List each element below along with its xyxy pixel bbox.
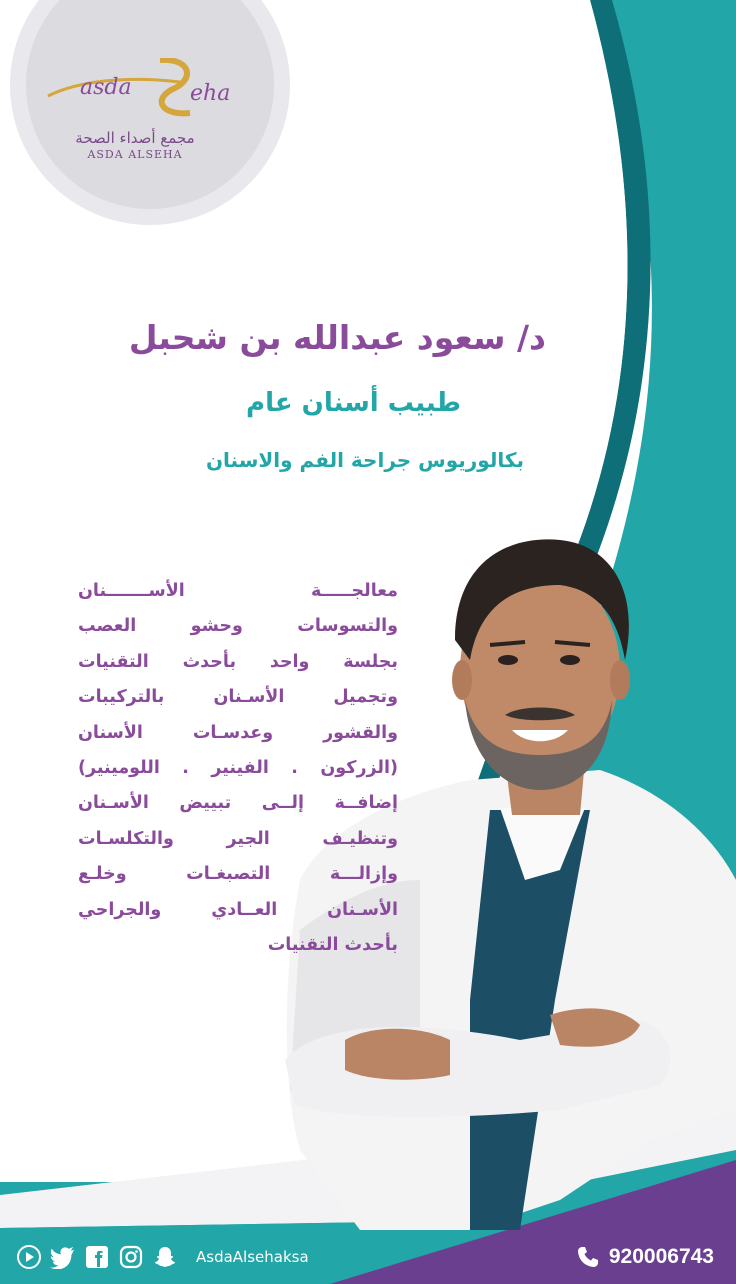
service-line: الأسـنان العــادي والجراحي — [78, 899, 398, 920]
doctor-name: د/ سعود عبدالله بن شحبل — [128, 318, 546, 357]
service-line: والتسوسات وحشو العصب — [78, 616, 398, 637]
twitter-icon[interactable] — [50, 1244, 76, 1270]
facebook-icon[interactable] — [84, 1244, 110, 1270]
brand-english-name: ASDA ALSEHA — [87, 148, 183, 161]
svg-text:eha: eha — [190, 81, 231, 106]
doctor-title: طبيب أسنان عام — [246, 388, 461, 418]
service-line: معالجـــــة الأســـــــنان — [78, 581, 398, 601]
snapchat-icon[interactable] — [152, 1244, 178, 1270]
service-line: وتنظيـف الجير والتكلسـات — [78, 828, 398, 849]
service-line: وتجميل الأسـنان بالتركيبات — [78, 687, 398, 708]
service-line: بأحدث التقنيات — [267, 935, 398, 956]
social-links — [16, 1240, 309, 1274]
youtube-icon[interactable] — [16, 1244, 42, 1270]
phone-icon — [575, 1244, 601, 1270]
instagram-icon[interactable] — [118, 1244, 144, 1270]
doctor-degree: بكالوريوس جراحة الفم والاسنان — [205, 448, 524, 472]
phone-contact[interactable] — [575, 1240, 714, 1274]
service-line: بجلسة واحد بأحدث التقنيات — [78, 651, 398, 672]
social-handle: AsdaAlsehaksa — [196, 1248, 309, 1266]
service-line: وإزالـــة التصبغـات وخلـع — [78, 864, 398, 885]
svg-text:asda: asda — [80, 75, 132, 100]
brand-arabic-name: مجمع أصداء الصحة — [75, 129, 195, 147]
phone-number: 920006743 — [608, 1245, 714, 1268]
services-list — [78, 574, 398, 963]
service-line: (الزركون . الفينير . اللومينير) — [78, 758, 398, 779]
service-line: إضافــة إلــى تبييض الأسـنان — [78, 793, 398, 814]
service-line: والقشور وعدسـات الأسنان — [78, 722, 398, 743]
